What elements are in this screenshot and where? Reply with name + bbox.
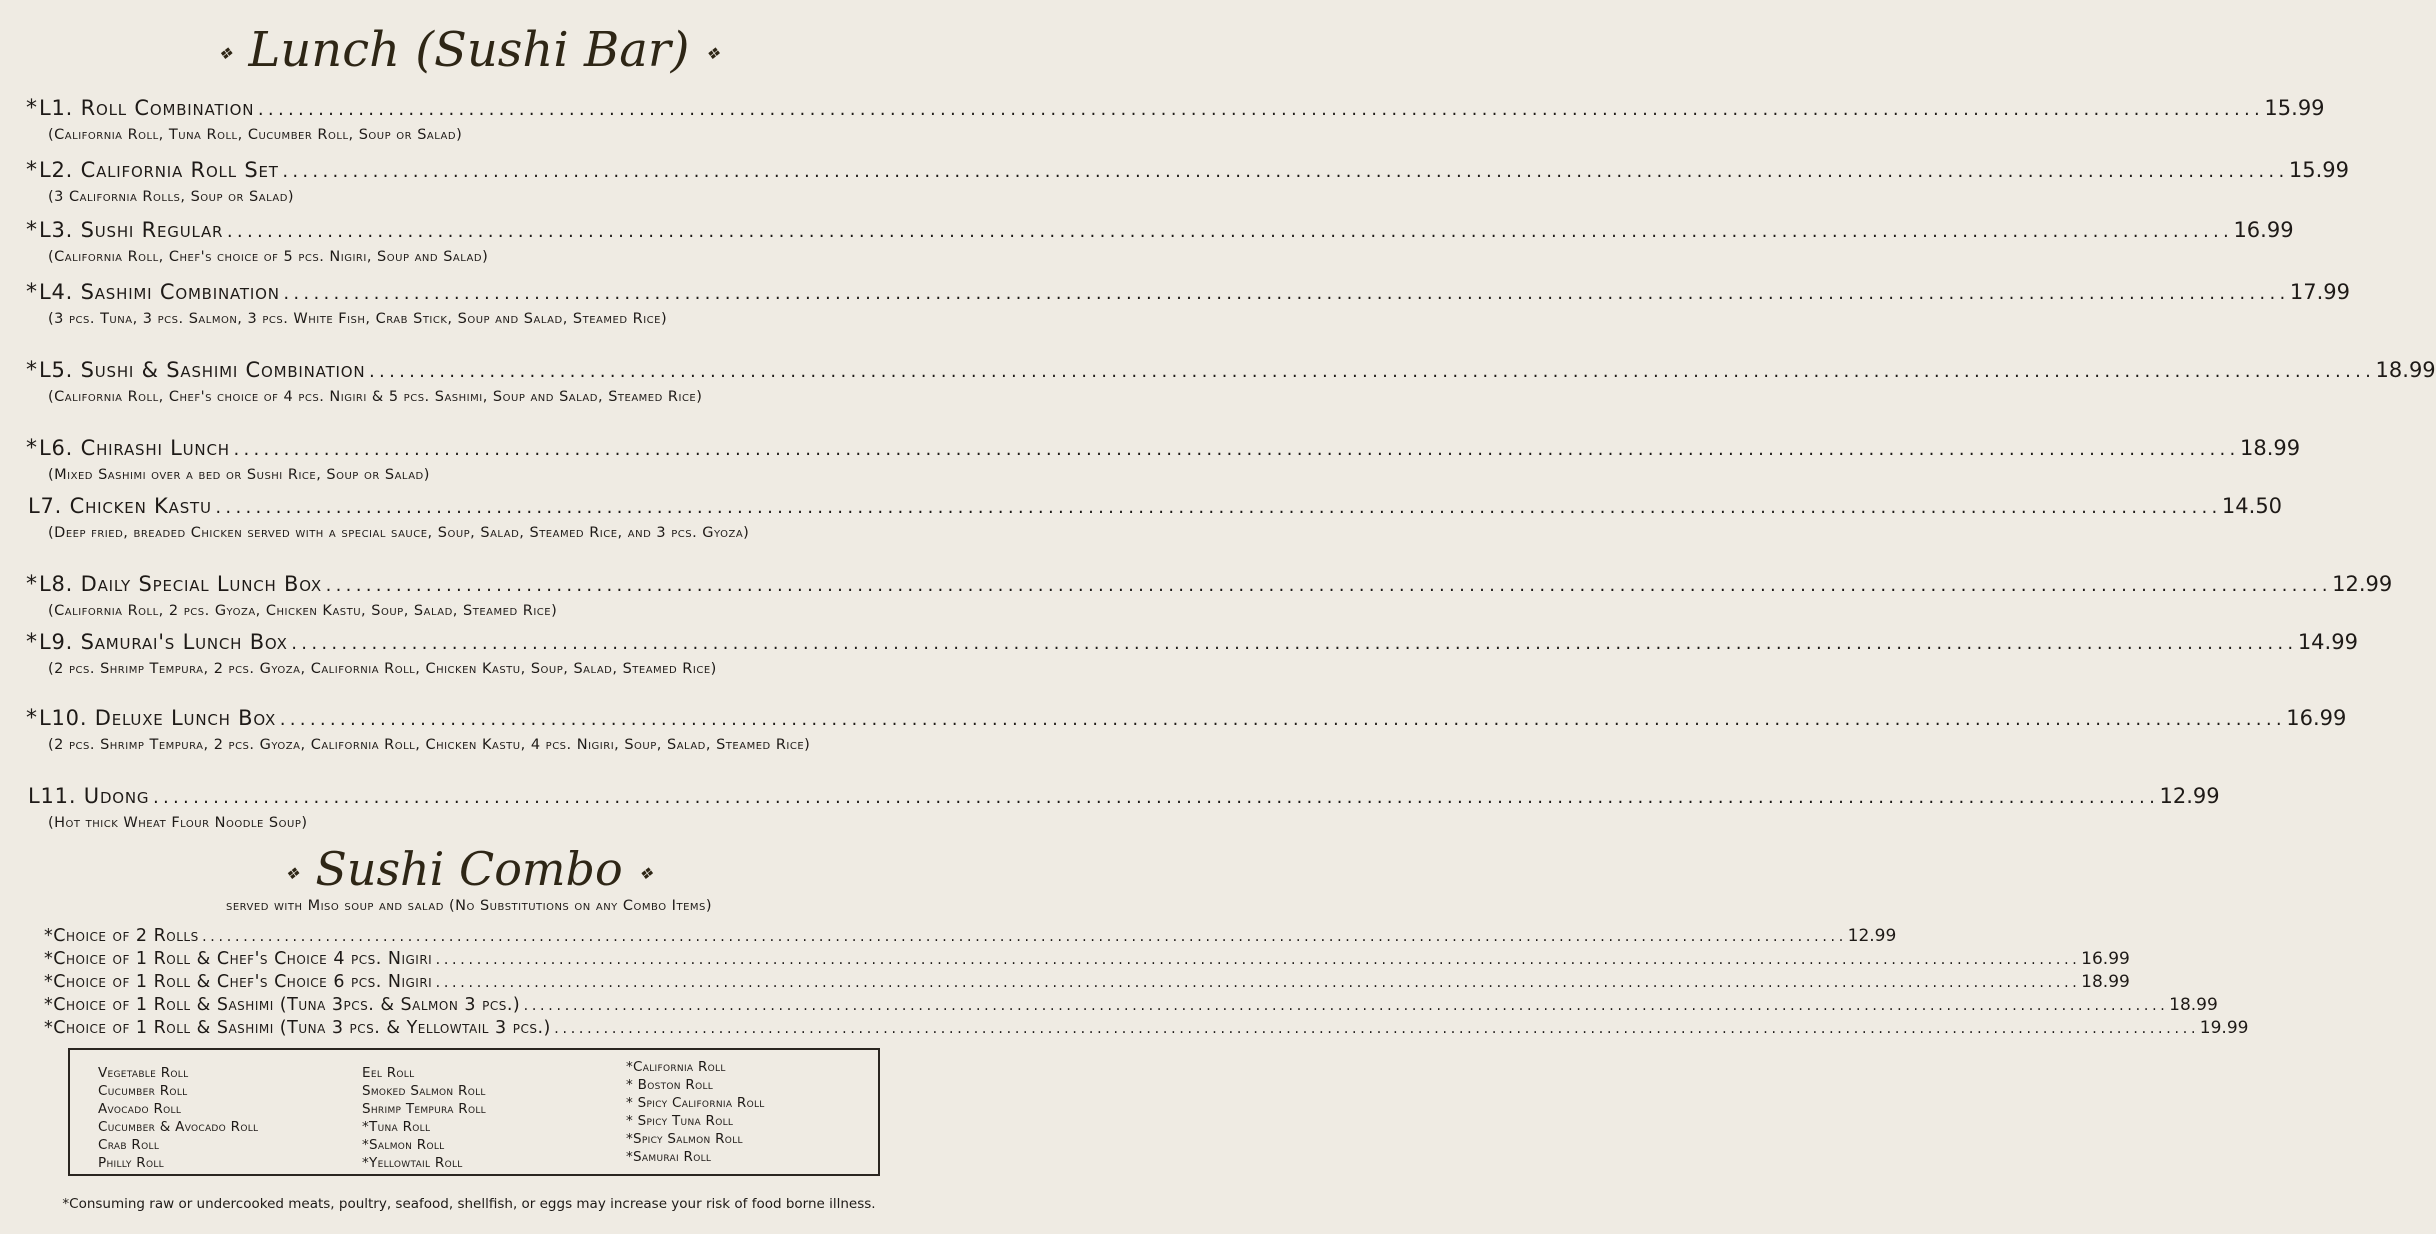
roll-option: Avocado Roll [98, 1101, 182, 1117]
combo-line-price: 12.99 [1847, 926, 1897, 946]
lunch-item-price: 18.99 [2239, 436, 2301, 460]
roll-option: Philly Roll [98, 1155, 164, 1171]
lunch-item-description: (3 pcs. Tuna, 3 pcs. Salmon, 3 pcs. White Fish, Crab Stick, Soup and Salad, Steamed Rice) [48, 311, 668, 327]
lunch-item [26, 280, 2351, 329]
lunch-item-name: L8. Daily Special Lunch Box [39, 572, 322, 596]
roll-option: Smoked Salmon Roll [362, 1083, 486, 1099]
lunch-item-price: 12.99 [2159, 784, 2220, 808]
combo-subtitle: served with Miso soup and salad (No Substitutions on any Combo Items) [225, 898, 713, 914]
roll-option: *Samurai Roll [626, 1149, 712, 1165]
lunch-item-name: L4. Sashimi Combination [39, 280, 280, 304]
lunch-item-row [26, 784, 2220, 814]
roll-option: * Spicy Tuna Roll [626, 1113, 734, 1129]
roll-option: *California Roll [626, 1059, 726, 1075]
roll-option: Eel Roll [362, 1065, 415, 1081]
roll-option: *Yellowtail Roll [362, 1155, 463, 1171]
lunch-item [26, 218, 2294, 267]
raw-item-marker: * [26, 358, 37, 383]
lunch-item [26, 572, 2393, 621]
lunch-item-row [26, 494, 2283, 524]
lunch-item [26, 494, 2283, 543]
lunch-item-name: L7. Chicken Kastu [28, 494, 212, 518]
diamond-left-icon: ❖ [284, 863, 300, 883]
combo-line-price: 18.99 [2081, 972, 2130, 992]
roll-option: Cucumber Roll [98, 1083, 188, 1099]
raw-item-marker: * [26, 436, 37, 461]
combo-line-price: 18.99 [2169, 995, 2218, 1015]
dot-leader: ........................................................................................................................................................................................................ [280, 163, 2287, 181]
raw-item-marker: * [26, 706, 37, 731]
lunch-item-row [26, 358, 2436, 388]
raw-item-marker: * [26, 218, 37, 243]
lunch-item-description: (2 pcs. Shrimp Tempura, 2 pcs. Gyoza, California Roll, Chicken Kastu, Soup, Salad, Steamed Rice) [48, 661, 717, 677]
lunch-item [26, 436, 2301, 485]
roll-option: * Boston Roll [626, 1077, 714, 1093]
lunch-item-name: L5. Sushi & Sashimi Combination [39, 358, 366, 382]
lunch-item [26, 706, 2347, 755]
lunch-item-price: 16.99 [2233, 218, 2294, 242]
lunch-item-description: (Hot thick Wheat Flour Noodle Soup) [48, 815, 308, 831]
lunch-item-description: (Deep fried, breaded Chicken served with a special sauce, Soup, Salad, Steamed Rice, and 3 pcs. Gyoza) [48, 525, 750, 541]
dot-leader: ........................................................................................................................................................................................................ [231, 441, 2238, 459]
lunch-item-price: 15.99 [2264, 96, 2325, 120]
combo-line-name: *Choice of 2 Rolls [44, 926, 199, 946]
dot-leader: ........................................................................................................................................................................................................ [367, 363, 2374, 381]
dot-leader: ........................................................................................................................................................................................................ [281, 285, 2288, 303]
lunch-item-row [26, 572, 2393, 602]
roll-column-3 [626, 1058, 765, 1166]
roll-choices-box [68, 1048, 880, 1176]
footnote: *Consuming raw or undercooked meats, poultry, seafood, shellfish, or eggs may increase your risk of food borne illness. [62, 1196, 876, 1212]
combo-line [44, 949, 2130, 972]
lunch-item-row [26, 96, 2325, 126]
combo-line-name: *Choice of 1 Roll & Sashimi (Tuna 3 pcs. & Yellowtail 3 pcs.) [44, 1018, 551, 1038]
lunch-item-row [26, 280, 2351, 310]
raw-item-marker: * [26, 96, 37, 121]
combo-line-price: 19.99 [2199, 1018, 2249, 1038]
dot-leader: ........................................................................................................................................................................................................ [151, 789, 2158, 807]
lunch-item-name: L1. Roll Combination [39, 96, 255, 120]
lunch-item-price: 17.99 [2289, 280, 2351, 304]
roll-option: Vegetable Roll [98, 1065, 189, 1081]
roll-column-2 [362, 1064, 486, 1172]
lunch-item-row [26, 706, 2347, 736]
lunch-item-name: L9. Samurai's Lunch Box [39, 630, 288, 654]
lunch-item [26, 630, 2358, 679]
dot-leader: ........................................................................................................................................................................................................ [225, 223, 2232, 241]
roll-option: *Tuna Roll [362, 1119, 431, 1135]
dot-leader: ........................................................................................................................................................................................................ [289, 635, 2296, 653]
lunch-item-price: 12.99 [2332, 572, 2393, 596]
lunch-section-title [0, 22, 938, 78]
dot-leader: ........................................................................................................................................................................................................ [522, 999, 2168, 1013]
roll-option: Cucumber & Avocado Roll [98, 1119, 259, 1135]
combo-line-name: *Choice of 1 Roll & Sashimi (Tuna 3pcs. & Salmon 3 pcs.) [44, 995, 521, 1015]
lunch-item-name: L2. California Roll Set [39, 158, 279, 182]
lunch-item-row [26, 436, 2301, 466]
diamond-right-icon: ❖ [638, 863, 654, 883]
lunch-item-description: (2 pcs. Shrimp Tempura, 2 pcs. Gyoza, California Roll, Chicken Kastu, 4 pcs. Nigiri, Soup, Salad, Steamed Rice) [48, 737, 811, 753]
combo-line [44, 1018, 2249, 1041]
lunch-item-name: L11. Udong [28, 784, 150, 808]
lunch-item-row [26, 158, 2349, 188]
roll-option: *Salmon Roll [362, 1137, 445, 1153]
diamond-left-icon: ❖ [218, 44, 233, 63]
lunch-item-price: 14.50 [2221, 494, 2283, 518]
diamond-right-icon: ❖ [705, 44, 720, 63]
lunch-item [26, 784, 2220, 833]
raw-item-marker: * [26, 280, 37, 305]
lunch-item-description: (Mixed Sashimi over a bed or Sushi Rice, Soup or Salad) [48, 467, 430, 483]
combo-line [44, 926, 1897, 949]
dot-leader: ........................................................................................................................................................................................................ [200, 930, 1846, 944]
combo-line-name: *Choice of 1 Roll & Chef's Choice 4 pcs. Nigiri [44, 949, 433, 969]
lunch-item-price: 16.99 [2286, 706, 2347, 730]
lunch-item-price: 18.99 [2375, 358, 2436, 382]
combo-line-price: 16.99 [2081, 949, 2130, 969]
raw-item-marker: * [26, 572, 37, 597]
raw-item-marker: * [26, 630, 37, 655]
dot-leader: ........................................................................................................................................................................................................ [213, 499, 2220, 517]
combo-line [44, 972, 2130, 995]
lunch-item [26, 96, 2325, 145]
lunch-item-row [26, 218, 2294, 248]
lunch-item-description: (California Roll, 2 pcs. Gyoza, Chicken Kastu, Soup, Salad, Steamed Rice) [48, 603, 558, 619]
lunch-item-description: (3 California Rolls, Soup or Salad) [48, 189, 295, 205]
combo-section-title [0, 842, 938, 896]
raw-item-marker: * [26, 158, 37, 183]
lunch-item-name: L6. Chirashi Lunch [39, 436, 230, 460]
dot-leader: ........................................................................................................................................................................................................ [434, 953, 2080, 967]
dot-leader: ........................................................................................................................................................................................................ [552, 1022, 2198, 1036]
lunch-item [26, 358, 2436, 407]
lunch-item-row [26, 630, 2358, 660]
combo-line-name: *Choice of 1 Roll & Chef's Choice 6 pcs. Nigiri [44, 972, 433, 992]
lunch-item-description: (California Roll, Chef's choice of 5 pcs. Nigiri, Soup and Salad) [48, 249, 489, 265]
dot-leader: ........................................................................................................................................................................................................ [278, 711, 2285, 729]
roll-option: Crab Roll [98, 1137, 160, 1153]
roll-column-1 [98, 1064, 258, 1172]
lunch-item-description: (California Roll, Tuna Roll, Cucumber Roll, Soup or Salad) [48, 127, 463, 143]
lunch-item [26, 158, 2349, 207]
dot-leader: ........................................................................................................................................................................................................ [434, 976, 2080, 990]
combo-line [44, 995, 2218, 1018]
lunch-item-description: (California Roll, Chef's choice of 4 pcs. Nigiri & 5 pcs. Sashimi, Soup and Salad, Steamed Rice) [48, 389, 703, 405]
lunch-item-name: L3. Sushi Regular [39, 218, 224, 242]
lunch-item-price: 14.99 [2297, 630, 2358, 654]
lunch-item-name: L10. Deluxe Lunch Box [39, 706, 277, 730]
lunch-title-text: Lunch (Sushi Bar) [248, 22, 690, 78]
roll-option: * Spicy California Roll [626, 1095, 765, 1111]
dot-leader: ........................................................................................................................................................................................................ [323, 577, 2331, 595]
lunch-item-price: 15.99 [2288, 158, 2349, 182]
roll-option: *Spicy Salmon Roll [626, 1131, 743, 1147]
dot-leader: ........................................................................................................................................................................................................ [256, 101, 2263, 119]
combo-title-text: Sushi Combo [315, 842, 623, 896]
roll-option: Shrimp Tempura Roll [362, 1101, 486, 1117]
